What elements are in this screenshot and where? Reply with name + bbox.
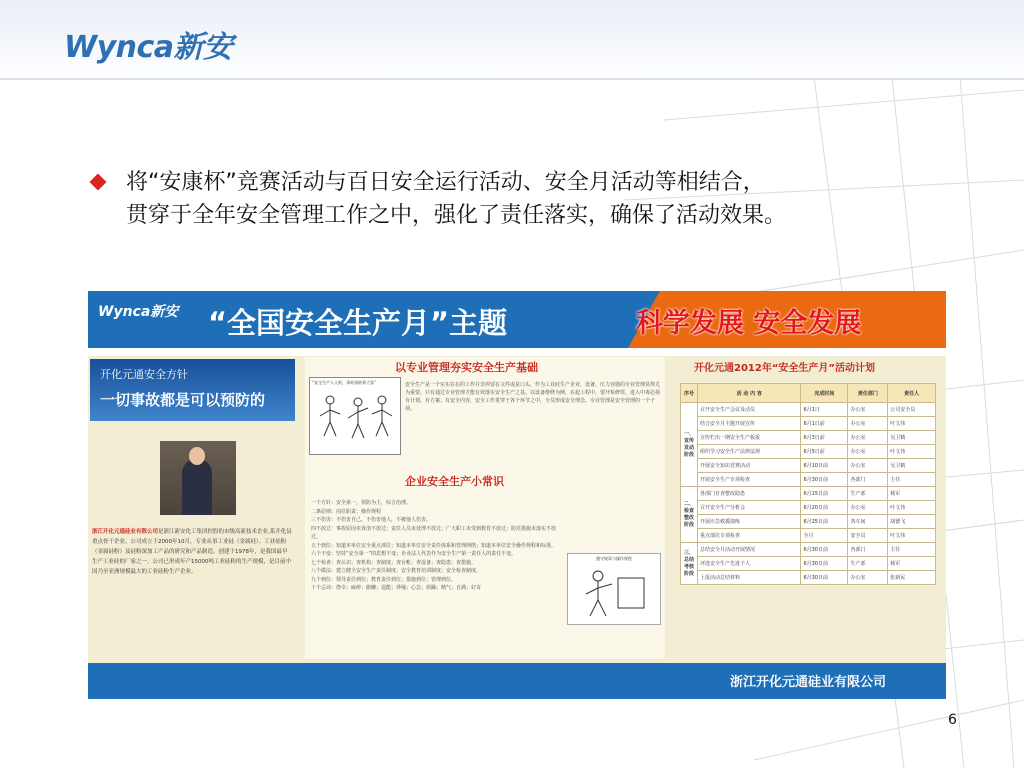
safety-tips-list bbox=[311, 499, 561, 593]
table-cell: 上报活动总结材料 bbox=[698, 571, 801, 585]
company-name: 浙江开化元通硅业有限公司 bbox=[92, 529, 159, 535]
poster-slogan: 科学发展 安全发展 bbox=[636, 308, 862, 339]
table-cell: 办公室 bbox=[848, 459, 888, 473]
bullet-line-1: 将“安康杯”竞赛活动与百日安全运行活动、安全月活动等相结合， bbox=[126, 170, 765, 195]
management-text: 安全生产是一个实实在在的工作并非停留在文件或是口头，作为工业硅生产企业，设备、压力容器的专业管理显得尤为重要，只有通过专业管理才能有效落实安全生产之基。以设备维修为例，在起工程中，要开检修票，进入中毒必须有计划、有方案、有安全内容，安全工作贯穿于各个环节之中，全员形成安全理念，专业管理是安全管理的一个子项。 bbox=[405, 382, 661, 412]
table-row bbox=[681, 473, 936, 487]
table-cell: 胡德飞 bbox=[888, 515, 936, 529]
poster-logo: Wynca新安 bbox=[98, 304, 179, 320]
table-cell: 各部门自查整改隐患 bbox=[698, 487, 801, 501]
figure-caption: 遵守规章与操作规程 bbox=[596, 556, 632, 561]
table-header-cell: 序号 bbox=[681, 384, 698, 403]
safety-tip-item: 二条原则：岗位职责；操作规程 bbox=[311, 508, 382, 515]
table-cell: 吴卫鹤 bbox=[888, 431, 936, 445]
table-cell: 公司安全员 bbox=[888, 403, 936, 417]
table-row bbox=[681, 459, 936, 473]
table-row bbox=[681, 557, 936, 571]
table-cell: 办公室 bbox=[848, 417, 888, 431]
table-row bbox=[681, 417, 936, 431]
table-cell: 叶文伟 bbox=[888, 445, 936, 459]
table-header-cell: 活 动 内 容 bbox=[698, 384, 801, 403]
table-cell: 杨军 bbox=[888, 557, 936, 571]
poster-left-panel bbox=[90, 359, 295, 659]
table-cell: 开展应急救援演练 bbox=[698, 515, 801, 529]
poster-middle-panel bbox=[305, 357, 665, 659]
table-row bbox=[681, 501, 936, 515]
policy-label: 开化元通安全方针 bbox=[100, 368, 188, 381]
page-number: 6 bbox=[948, 712, 957, 728]
table-cell: 结合安全月主题开展宣传 bbox=[698, 417, 801, 431]
manager-photo bbox=[160, 441, 236, 515]
table-cell: 召开安全生产分析会 bbox=[698, 501, 801, 515]
table-cell: 叶文伟 bbox=[888, 529, 936, 543]
table-cell: 6月30日前 bbox=[801, 557, 848, 571]
person-head bbox=[189, 447, 205, 465]
poster-footer-company: 浙江开化元通硅业有限公司 bbox=[729, 675, 886, 690]
table-cell: 6月15日前 bbox=[801, 487, 848, 501]
safety-month-poster bbox=[88, 291, 946, 699]
table-cell: 召开安全生产会议及动员 bbox=[698, 403, 801, 417]
safety-tip-item: 五个到位：知道本单位安全重点部位；知道本单位安全责任体系和管理网络；知道本单位安全操作规程和标准。 bbox=[311, 542, 557, 549]
table-cell: 6月30日前 bbox=[801, 543, 848, 557]
workers-sketch-icon bbox=[310, 388, 398, 448]
table-cell: 叶文伟 bbox=[888, 417, 936, 431]
table-cell: 主任 bbox=[888, 543, 936, 557]
table-row bbox=[681, 403, 936, 417]
safety-tip-item: 七个检查：查认识；查机构；查制度；查台帐；查设备；查隐患；查措施。 bbox=[311, 559, 477, 566]
table-cell: 6月3日前 bbox=[801, 431, 848, 445]
company-description: 是浙江新安化工集团控股的市级高新技术企业,系开化县重点骨干企业。公司成立于2000年10月，专业从事工业硅（金属硅）、工业硅粉（金属硅粉）及硅粉深加工产品的研究和产品制造。创建于1978年，是我国最早生产工业硅的厂家之一。公司已形成年产15000吨工业硅粉的生产规模，是目前中国乃至亚洲规模最大的工业硅粉生产企业。 bbox=[92, 529, 292, 575]
policy-banner bbox=[90, 359, 295, 421]
table-cell: 6月1日前 bbox=[801, 417, 848, 431]
phase-cell: 三、总结考核阶段 bbox=[681, 543, 698, 585]
table-cell: 杨军 bbox=[888, 487, 936, 501]
slide-header bbox=[0, 0, 1024, 80]
diamond-bullet-icon bbox=[90, 174, 107, 191]
activity-plan-table bbox=[680, 383, 936, 585]
safety-tip-item: 九个到位：领导责任到位；教育责任到位；措施到位；管理到位。 bbox=[311, 576, 457, 583]
phase-cell: 一、宣传发动阶段 bbox=[681, 403, 698, 487]
safety-tip-item: 四不放过：事故原因未查清不放过；责任人员未处理不放过；广大职工未受到教育不放过；防范措施未落实不放过。 bbox=[311, 525, 557, 540]
header-divider bbox=[0, 78, 1024, 80]
table-cell: 宣传栏出一期安全生产板报 bbox=[698, 431, 801, 445]
sketch-caption: “安全生产人人抓，事故预防靠大家” bbox=[312, 380, 377, 385]
poster-right-panel bbox=[676, 357, 940, 659]
bullet-text bbox=[126, 166, 986, 232]
person-figure bbox=[182, 459, 212, 515]
bullet-line-2: 贯穿于全年安全管理工作之中，强化了责任落实，确保了活动效果。 bbox=[126, 203, 787, 228]
table-cell: 6月30日前 bbox=[801, 473, 848, 487]
table-cell: 各车间 bbox=[848, 515, 888, 529]
worker-figure-icon bbox=[568, 564, 658, 620]
table-cell: 开展安全知识竞赛活动 bbox=[698, 459, 801, 473]
table-cell: 生产部 bbox=[848, 557, 888, 571]
table-cell: 张新民 bbox=[888, 571, 936, 585]
table-cell: 各部门 bbox=[848, 543, 888, 557]
table-cell: 6月20日前 bbox=[801, 501, 848, 515]
management-heading: 以专业管理夯实安全生产基础 bbox=[395, 361, 538, 374]
safety-tip-item: 三不伤害：不伤害自己，不伤害他人，不被他人伤害。 bbox=[311, 517, 432, 523]
table-header-cell: 完成时间 bbox=[801, 384, 848, 403]
table-cell: 办公室 bbox=[848, 403, 888, 417]
table-cell: 6月10日前 bbox=[801, 459, 848, 473]
table-cell: 各部门 bbox=[848, 473, 888, 487]
table-cell: 吴卫鹤 bbox=[888, 459, 936, 473]
table-cell: 重点部位专项检查 bbox=[698, 529, 801, 543]
table-cell: 办公室 bbox=[848, 571, 888, 585]
table-header-cell: 责任部门 bbox=[848, 384, 888, 403]
table-header-cell: 责任人 bbox=[888, 384, 936, 403]
poster-title: “全国安全生产月”主题 bbox=[208, 306, 508, 340]
activity-plan-title: 开化元通2012年“安全生产月”活动计划 bbox=[694, 363, 875, 374]
table-row bbox=[681, 445, 936, 459]
table-row bbox=[681, 431, 936, 445]
poster-divider bbox=[88, 348, 946, 356]
safety-tip-item: 一个方针：安全第一，预防为主，综合治理。 bbox=[311, 500, 412, 506]
table-cell: 6月5日前 bbox=[801, 445, 848, 459]
phase-cell: 二、检查整改阶段 bbox=[681, 487, 698, 543]
table-row bbox=[681, 529, 936, 543]
safety-tips-heading: 企业安全生产小常识 bbox=[405, 475, 504, 488]
table-cell: 组织学习安全生产法律法规 bbox=[698, 445, 801, 459]
table-row bbox=[681, 543, 936, 557]
table-cell: 评选安全生产先进个人 bbox=[698, 557, 801, 571]
company-intro bbox=[92, 527, 292, 577]
safety-tip-item: 八个做法：建立健全安全生产责任制度；安全教育培训制度；安全检查制度。 bbox=[311, 568, 482, 574]
table-cell: 全月 bbox=[801, 529, 848, 543]
table-cell: 开展安全生产专项检查 bbox=[698, 473, 801, 487]
table-cell: 办公室 bbox=[848, 445, 888, 459]
table-cell: 办公室 bbox=[848, 431, 888, 445]
table-cell: 叶文伟 bbox=[888, 501, 936, 515]
table-cell: 总结安全月活动开展情况 bbox=[698, 543, 801, 557]
safety-sketch-image bbox=[309, 377, 401, 455]
table-cell: 6月1日 bbox=[801, 403, 848, 417]
table-cell: 主任 bbox=[888, 473, 936, 487]
table-row bbox=[681, 487, 936, 501]
table-cell: 生产部 bbox=[848, 487, 888, 501]
table-cell: 6月25日前 bbox=[801, 515, 848, 529]
safety-tip-item: 十个忌讳：侥幸；麻痹；偷懒；逞能；莽撞；心急；烦躁；赌气；自满；好奇 bbox=[311, 585, 482, 591]
safety-tip-item: 六个不变：坚持“安全第一”的思想不变；企业法人代表作为安全生产第一责任人的责任不变。 bbox=[311, 551, 517, 557]
wynca-logo: Wynca新安 bbox=[64, 30, 233, 65]
table-cell: 安全员 bbox=[848, 529, 888, 543]
rules-figure bbox=[567, 553, 661, 625]
table-cell: 办公室 bbox=[848, 501, 888, 515]
table-row bbox=[681, 515, 936, 529]
table-cell: 6月30日前 bbox=[801, 571, 848, 585]
policy-text: 一切事故都是可以预防的 bbox=[100, 391, 266, 409]
table-row bbox=[681, 571, 936, 585]
